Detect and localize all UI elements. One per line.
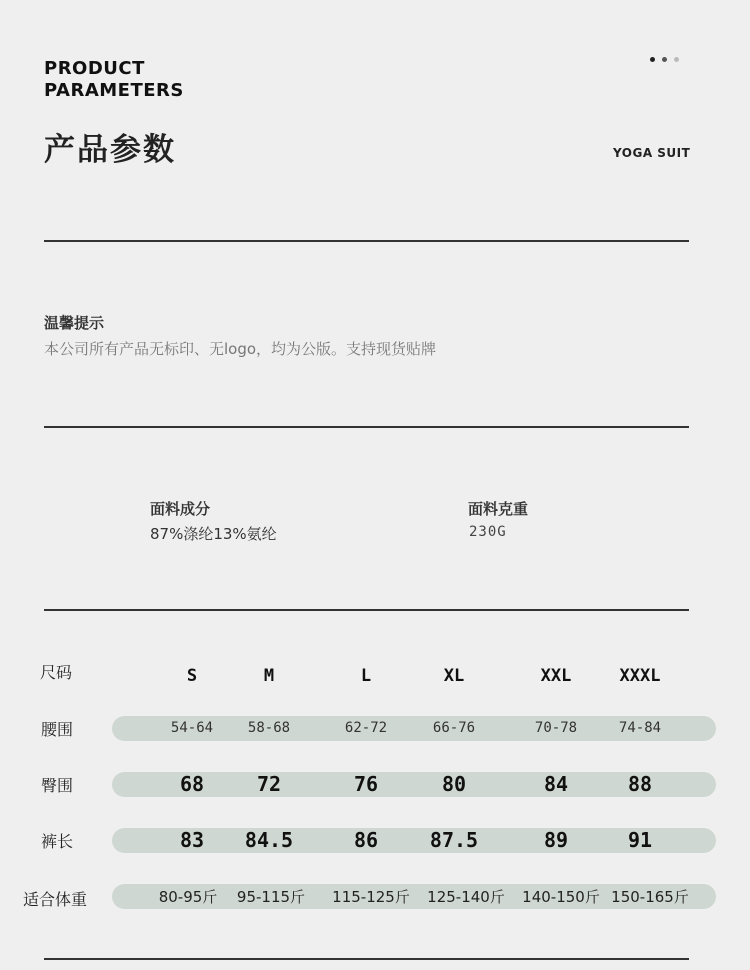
divider-2 bbox=[44, 426, 689, 428]
row-label-weight: 适合体重 bbox=[23, 890, 88, 909]
cell-weight-l: 115-125斤 bbox=[332, 888, 410, 906]
dot-2 bbox=[662, 57, 667, 62]
page-indicator-dots bbox=[650, 57, 679, 62]
size-header-xxxl: XXXL bbox=[619, 666, 661, 686]
cell-hip-xxl: 84 bbox=[543, 772, 569, 796]
size-header-xl: XL bbox=[443, 666, 465, 686]
cell-weight-m: 95-115斤 bbox=[236, 888, 306, 906]
cell-length-xl: 87.5 bbox=[429, 828, 479, 852]
chinese-title: 产品参数 bbox=[44, 132, 176, 168]
size-header-l: L bbox=[360, 666, 372, 686]
cell-weight-xxl: 140-150斤 bbox=[522, 888, 600, 906]
cell-waist-xxl: 70-78 bbox=[534, 720, 578, 736]
english-title-line2: PARAMETERS bbox=[44, 80, 184, 101]
cell-length-l: 86 bbox=[353, 828, 379, 852]
product-subtitle: YOGA SUIT bbox=[613, 146, 691, 160]
cell-waist-xl: 66-76 bbox=[432, 720, 476, 736]
cell-waist-xxxl: 74-84 bbox=[618, 720, 662, 736]
cell-hip-s: 68 bbox=[179, 772, 205, 796]
cell-hip-m: 72 bbox=[256, 772, 282, 796]
cell-hip-xxxl: 88 bbox=[627, 772, 653, 796]
cell-length-m: 84.5 bbox=[244, 828, 294, 852]
cell-waist-l: 62-72 bbox=[344, 720, 388, 736]
size-header-m: M bbox=[263, 666, 275, 686]
cell-weight-s: 80-95斤 bbox=[158, 888, 218, 906]
fabric-weight-value: 230G bbox=[469, 524, 507, 540]
english-title bbox=[44, 58, 184, 102]
row-label-hip: 臀围 bbox=[41, 776, 74, 795]
cell-waist-s: 54-64 bbox=[170, 720, 214, 736]
divider-3 bbox=[44, 609, 689, 611]
cell-weight-xl: 125-140斤 bbox=[427, 888, 505, 906]
dot-1 bbox=[650, 57, 655, 62]
row-label-waist: 腰围 bbox=[41, 720, 74, 739]
divider-1 bbox=[44, 240, 689, 242]
composition-value: 87%涤纶13%氨纶 bbox=[150, 525, 277, 543]
cell-length-s: 83 bbox=[179, 828, 205, 852]
english-title-line1: PRODUCT bbox=[44, 58, 145, 79]
cell-waist-m: 58-68 bbox=[247, 720, 291, 736]
cell-length-xxl: 89 bbox=[543, 828, 569, 852]
cell-length-xxxl: 91 bbox=[627, 828, 653, 852]
divider-4 bbox=[44, 958, 689, 960]
size-header-s: S bbox=[186, 666, 198, 686]
composition-label: 面料成分 bbox=[150, 500, 211, 518]
dot-3 bbox=[674, 57, 679, 62]
fabric-weight-label: 面料克重 bbox=[468, 500, 529, 518]
size-header-label: 尺码 bbox=[40, 663, 73, 682]
notice-text: 本公司所有产品无标印、无logo，均为公版。支持现货贴牌 bbox=[44, 340, 437, 358]
size-header-xxl: XXL bbox=[540, 666, 572, 686]
cell-hip-l: 76 bbox=[353, 772, 379, 796]
cell-weight-xxxl: 150-165斤 bbox=[611, 888, 689, 906]
notice-title: 温馨提示 bbox=[44, 314, 105, 332]
cell-hip-xl: 80 bbox=[441, 772, 467, 796]
row-label-length: 裤长 bbox=[41, 832, 74, 851]
